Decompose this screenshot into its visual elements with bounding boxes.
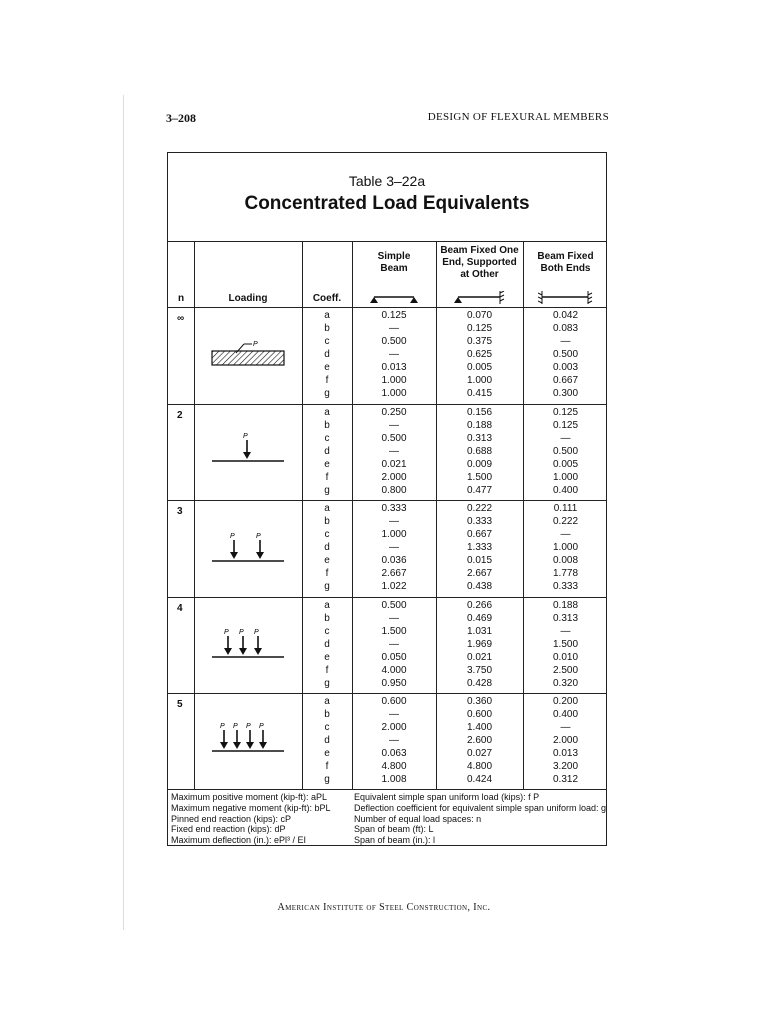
svg-text:P: P xyxy=(239,629,244,636)
group-n: ∞ xyxy=(177,313,185,324)
table-title: Concentrated Load Equivalents xyxy=(244,193,530,214)
simple-beam-values: 0.500 — 1.500 — 0.050 4.000 0.950 xyxy=(381,600,407,689)
svg-text:P: P xyxy=(224,629,229,636)
fixed-both-ends-values: 0.042 0.083 — 0.500 0.003 0.667 0.300 xyxy=(552,310,579,399)
header-fixed-one-end: Beam Fixed One End, Supported at Other xyxy=(440,245,519,280)
coeff-column: a b c d e f g xyxy=(324,503,330,592)
fixed-both-ends-values: 0.200 0.400 — 2.000 0.013 3.200 0.312 xyxy=(552,696,579,785)
two-loads-diagram xyxy=(210,531,290,567)
group-n: 3 xyxy=(177,506,183,517)
uniform-load-diagram xyxy=(210,337,290,369)
legend-divider xyxy=(168,789,606,790)
page-footer: American Institute of Steel Construction, Inc. xyxy=(277,902,491,913)
title-divider xyxy=(168,241,606,242)
load-equivalents-table xyxy=(167,152,607,846)
svg-text:P: P xyxy=(259,723,264,730)
simple-beam-values: 0.250 — 0.500 — 0.021 2.000 0.800 xyxy=(381,407,407,496)
page-number: 3–208 xyxy=(166,111,196,125)
svg-text:P: P xyxy=(220,723,225,730)
fixed-both-ends-values: 0.188 0.313 — 1.500 0.010 2.500 0.320 xyxy=(552,600,579,689)
group-divider xyxy=(168,693,606,694)
svg-text:P: P xyxy=(243,433,248,440)
fixed-one-end-icon xyxy=(452,291,508,305)
legend-right: Equivalent simple span uniform load (kips): f P Deflection coefficient for equivalent simple span uniform load: g Number of equal load spaces: n Span of beam (ft): L Span of beam (in.): l xyxy=(354,792,606,846)
col-divider xyxy=(194,241,195,789)
header-loading: Loading xyxy=(228,293,268,304)
header-n: n xyxy=(177,293,185,304)
page-edge xyxy=(123,95,124,930)
simple-beam-values: 0.600 — 2.000 — 0.063 4.800 1.008 xyxy=(381,696,407,785)
single-load-diagram xyxy=(210,431,290,467)
simple-beam-values: 0.333 — 1.000 — 0.036 2.667 1.022 xyxy=(381,503,407,592)
fixed-both-ends-values: 0.125 0.125 — 0.500 0.005 1.000 0.400 xyxy=(552,407,579,496)
svg-text:P: P xyxy=(254,629,259,636)
fixed-one-end-values: 0.266 0.469 1.031 1.969 0.021 3.750 0.428 xyxy=(466,600,493,689)
running-head: DESIGN OF FLEXURAL MEMBERS xyxy=(427,111,609,123)
coeff-column: a b c d e f g xyxy=(324,600,330,689)
fixed-one-end-values: 0.222 0.333 0.667 1.333 0.015 2.667 0.438 xyxy=(466,503,493,592)
group-divider xyxy=(168,404,606,405)
header-fixed-both-ends: Beam Fixed Both Ends xyxy=(537,251,594,274)
fixed-both-ends-icon xyxy=(538,291,594,305)
svg-text:P: P xyxy=(253,341,258,348)
group-n: 2 xyxy=(177,410,183,421)
svg-text:P: P xyxy=(233,723,238,730)
svg-text:P: P xyxy=(246,723,251,730)
coeff-column: a b c d e f g xyxy=(324,696,330,785)
svg-text:P: P xyxy=(230,533,235,540)
group-divider xyxy=(168,597,606,598)
simple-beam-values: 0.125 — 0.500 — 0.013 1.000 1.000 xyxy=(381,310,407,399)
fixed-one-end-values: 0.070 0.125 0.375 0.625 0.005 1.000 0.415 xyxy=(466,310,493,399)
table-label: Table 3–22a xyxy=(348,173,426,189)
header-divider xyxy=(168,307,606,308)
fixed-both-ends-values: 0.111 0.222 — 1.000 0.008 1.778 0.333 xyxy=(552,503,579,592)
coeff-column: a b c d e f g xyxy=(324,310,330,399)
coeff-column: a b c d e f g xyxy=(324,407,330,496)
svg-text:P: P xyxy=(256,533,261,540)
header-simple-beam: Simple Beam xyxy=(377,251,411,274)
group-n: 5 xyxy=(177,699,183,710)
group-divider xyxy=(168,500,606,501)
four-loads-diagram xyxy=(210,721,290,757)
three-loads-diagram xyxy=(210,627,290,663)
fixed-one-end-values: 0.156 0.188 0.313 0.688 0.009 1.500 0.477 xyxy=(466,407,493,496)
header-coeff: Coeff. xyxy=(312,293,342,304)
simple-supports-icon xyxy=(368,291,422,305)
legend-left: Maximum positive moment (kip-ft): aPL Maximum negative moment (kip-ft): bPL Pinned end reaction (kips): cP Fixed end reaction (kips): dP Maximum deflection (in.): ePl³ / EI xyxy=(171,792,331,846)
fixed-one-end-values: 0.360 0.600 1.400 2.600 0.027 4.800 0.424 xyxy=(466,696,493,785)
group-n: 4 xyxy=(177,603,183,614)
